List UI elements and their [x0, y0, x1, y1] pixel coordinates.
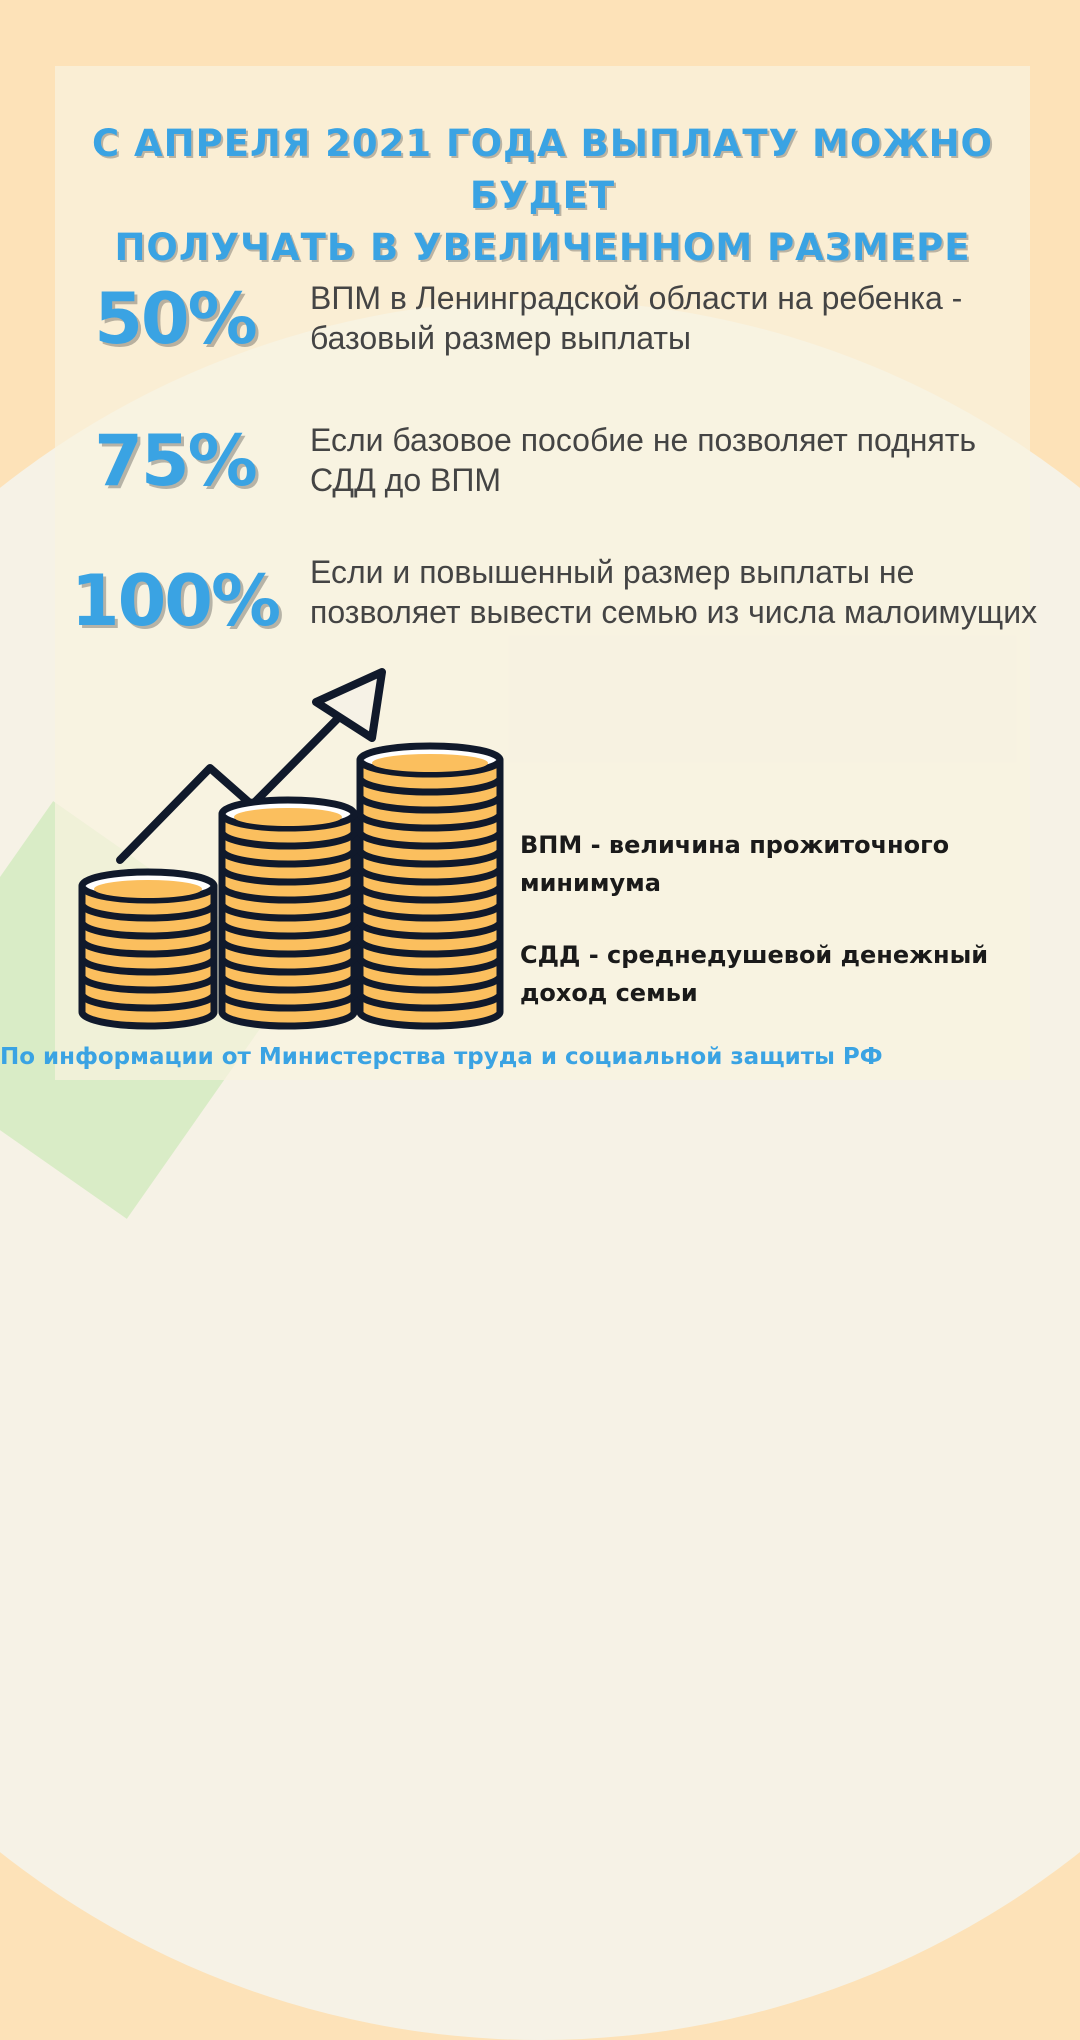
tier-description-line: ВПМ в Ленинградской области на ребенка - — [310, 280, 963, 316]
headline — [55, 118, 1030, 274]
tier-description — [310, 278, 1060, 358]
tier-description — [310, 420, 1060, 500]
tier-percent: 50% — [94, 278, 256, 360]
coin-stack — [82, 872, 214, 1026]
tier-description-line: Если базовое пособие не позволяет поднять — [310, 422, 977, 458]
glossary-line: СДД - среднедушевой денежный — [520, 941, 989, 969]
tier-description-line: Если и повышенный размер выплаты не — [310, 554, 915, 590]
growth-coins-illustration — [70, 660, 520, 1050]
headline-line-1: С АПРЕЛЯ 2021 ГОДА ВЫПЛАТУ МОЖНО БУДЕТ — [92, 122, 993, 217]
glossary-line: минимума — [520, 869, 661, 897]
glossary-line: ВПМ - величина прожиточного — [520, 831, 950, 859]
glossary-sdd — [520, 936, 1040, 1012]
tier-description-line: СДД до ВПМ — [310, 462, 501, 498]
tier-percent: 100% — [70, 560, 280, 642]
coin-stack — [360, 746, 500, 1026]
tier-description — [310, 552, 1060, 632]
coin-stack — [222, 800, 354, 1026]
glossary-vpm — [520, 826, 1040, 902]
coin-stack-icon — [82, 746, 500, 1026]
tier-description-line: позволяет вывести семью из числа малоимущих — [310, 594, 1038, 630]
tier-description-line: базовый размер выплаты — [310, 320, 692, 356]
source-footer-text: По информации от Министерства труда и социальной защиты РФ — [0, 1044, 883, 1070]
glossary-line: доход семьи — [520, 979, 698, 1007]
tier-percent: 75% — [94, 420, 256, 502]
headline-line-2: ПОЛУЧАТЬ В УВЕЛИЧЕННОМ РАЗМЕРЕ — [114, 226, 971, 269]
